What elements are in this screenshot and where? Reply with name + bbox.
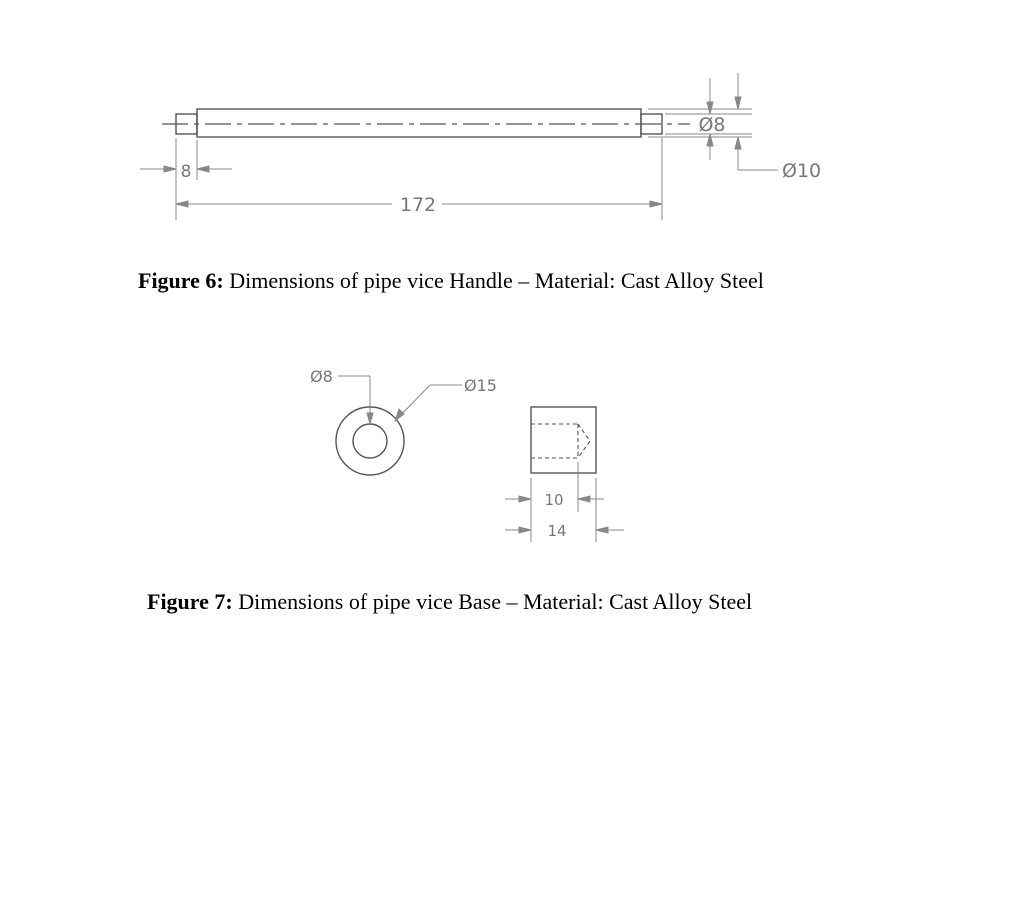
- end-length-label: 8: [180, 162, 192, 182]
- overall-length-label: 172: [399, 194, 437, 216]
- figure-7-caption: [147, 589, 752, 615]
- base-length-label: 14: [547, 522, 567, 540]
- inner-diameter-leader: [338, 376, 373, 424]
- shaft-diameter-label: Ø10: [782, 160, 822, 182]
- base-side-view: [531, 407, 596, 473]
- outer-diameter-leader: [395, 385, 462, 421]
- outer-diameter-label: Ø15: [464, 376, 497, 395]
- inner-diameter-label: Ø8: [310, 367, 333, 386]
- figure-7-caption-label: Figure 7:: [147, 589, 233, 614]
- figure-6-caption-label: Figure 6:: [138, 268, 224, 293]
- end-diameter-label: Ø8: [698, 114, 726, 136]
- figure-7-caption-text: Dimensions of pipe vice Base – Material: Cast Alloy Steel: [232, 589, 753, 614]
- hole-depth-label: 10: [544, 491, 564, 509]
- figure-6-caption-text: Dimensions of pipe vice Handle – Material: Cast Alloy Steel: [223, 268, 764, 293]
